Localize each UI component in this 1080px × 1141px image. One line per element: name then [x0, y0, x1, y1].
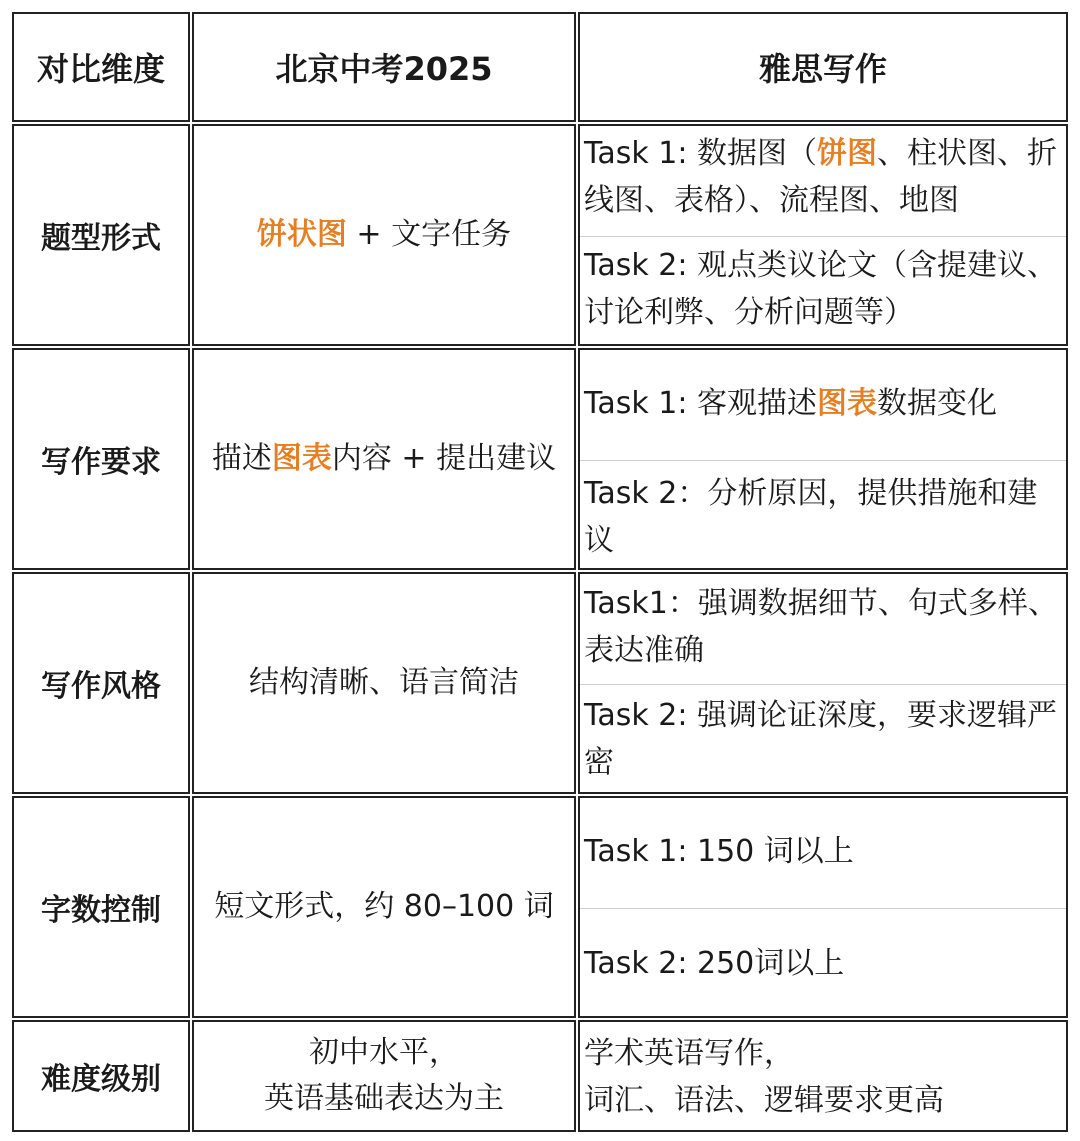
- ielts-task2-text: Task 2: 强调论证深度，要求逻辑严密: [584, 698, 1058, 780]
- ielts-task1-post: 数据变化: [877, 386, 998, 421]
- zhongkao-text: [264, 1030, 504, 1122]
- ielts-task2: [580, 940, 1066, 1000]
- zhongkao-text: [257, 212, 511, 258]
- dimension-label: 写作风格: [41, 669, 161, 704]
- row-requirement-ielts: [578, 348, 1068, 570]
- zhongkao-text: [212, 436, 556, 482]
- row-style-zhongkao: [192, 572, 576, 794]
- header-ielts: [578, 12, 1068, 122]
- row-difficulty-zhongkao: [192, 1020, 576, 1132]
- ielts-task1: [580, 130, 1066, 230]
- ielts-task1-text: Task1：强调数据细节、句式多样、表达准确: [584, 586, 1058, 668]
- row-style-ielts: [578, 572, 1068, 794]
- row-question-type-ielts: [578, 124, 1068, 346]
- zhongkao-rest: + 文字任务: [346, 217, 512, 252]
- header-dimension-label: 对比维度: [36, 50, 165, 88]
- ielts-task1-post: 、柱状图、折线图、表格）、流程图、地图: [584, 136, 1058, 218]
- zhongkao-pre: 描述: [211, 441, 272, 476]
- row-requirement-dimension: [12, 348, 190, 570]
- ielts-task2: [580, 692, 1066, 792]
- cell-divider: [580, 908, 1066, 909]
- highlight-pie-chart: 饼状图: [256, 217, 347, 252]
- row-question-type-dimension: [12, 124, 190, 346]
- dimension-label: 难度级别: [41, 1062, 161, 1097]
- row-style-dimension: [12, 572, 190, 794]
- highlight-chart: 图表: [817, 386, 878, 421]
- cell-divider: [580, 460, 1066, 461]
- row-requirement-zhongkao: [192, 348, 576, 570]
- zhongkao-text: 短文形式，约 80–100 词: [214, 889, 554, 924]
- dimension-label: 题型形式: [41, 221, 161, 256]
- header-ielts-label: 雅思写作: [758, 50, 887, 88]
- cell-divider: [580, 684, 1066, 685]
- ielts-task1: [580, 828, 1066, 888]
- ielts-task2-text: Task 2：分析原因，提供措施和建议: [584, 476, 1038, 558]
- cell-divider: [580, 236, 1066, 237]
- ielts-task2: [580, 470, 1066, 568]
- row-difficulty-dimension: [12, 1020, 190, 1132]
- highlight-chart: 图表: [271, 441, 332, 476]
- ielts-line1: 学术英语写作，: [584, 1036, 794, 1071]
- comparison-table: [12, 12, 1068, 1132]
- row-wordcount-ielts: [578, 796, 1068, 1018]
- dimension-label: 字数控制: [41, 893, 161, 928]
- ielts-task2-text: Task 2: 观点类议论文（含提建议、讨论利弊、分析问题等）: [584, 248, 1058, 330]
- zhongkao-line2: 英语基础表达为主: [264, 1081, 504, 1116]
- highlight-pie: 饼图: [817, 136, 878, 171]
- zhongkao-text: 结构清晰、语言简洁: [249, 665, 519, 700]
- ielts-task1-pre: Task 1: 客观描述: [584, 386, 818, 421]
- zhongkao-rest: 内容 + 提出建议: [331, 441, 557, 476]
- ielts-task1: [580, 380, 1066, 440]
- header-zhongkao-label: 北京中考2025: [275, 50, 493, 88]
- row-wordcount-dimension: [12, 796, 190, 1018]
- header-dimension: [12, 12, 190, 122]
- ielts-text: [580, 1030, 1066, 1126]
- row-wordcount-zhongkao: [192, 796, 576, 1018]
- ielts-task1: [580, 580, 1066, 680]
- ielts-task2-text: Task 2: 250词以上: [584, 946, 845, 981]
- ielts-task1-pre: Task 1: 数据图（: [584, 136, 818, 171]
- row-difficulty-ielts: [578, 1020, 1068, 1132]
- ielts-task1-text: Task 1: 150 词以上: [584, 834, 854, 869]
- ielts-line2: 词汇、语法、逻辑要求更高: [584, 1083, 944, 1118]
- zhongkao-line1: 初中水平，: [309, 1035, 459, 1070]
- dimension-label: 写作要求: [41, 445, 161, 480]
- header-zhongkao: [192, 12, 576, 122]
- ielts-task2: [580, 242, 1066, 342]
- row-question-type-zhongkao: [192, 124, 576, 346]
